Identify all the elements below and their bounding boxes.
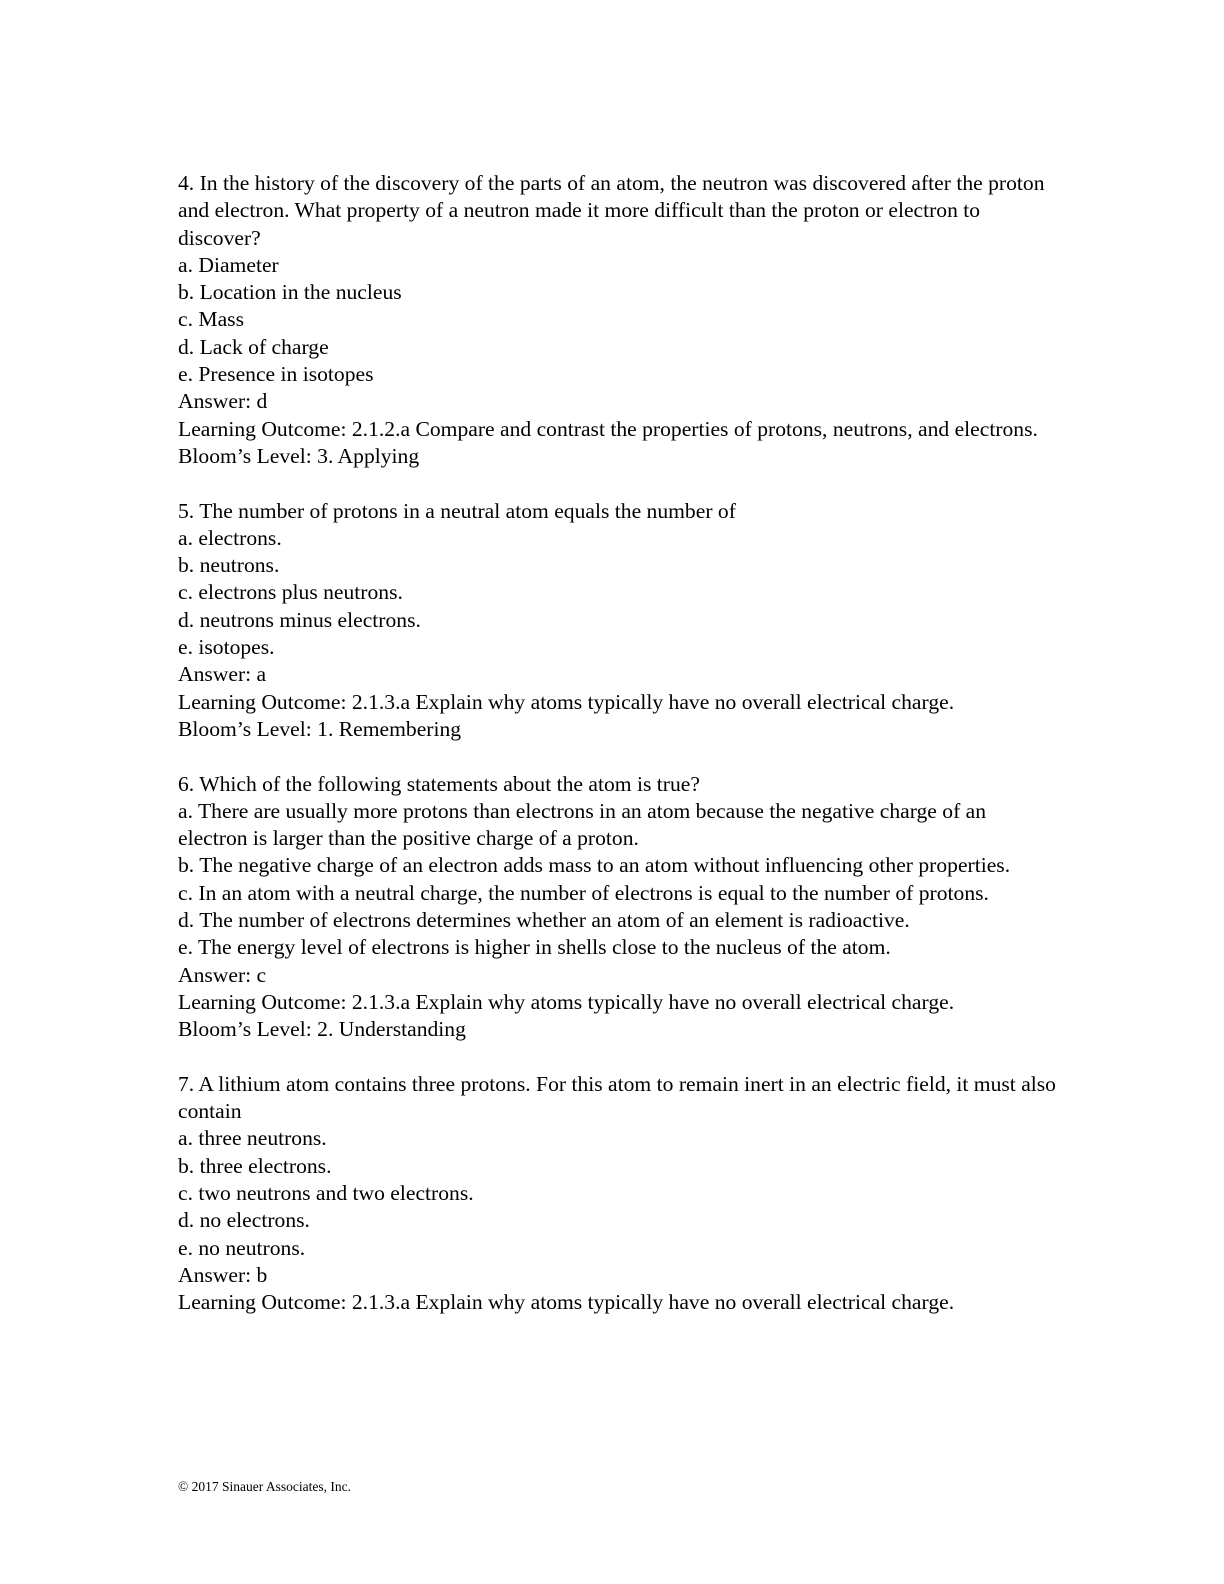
option-e: e. Presence in isotopes	[178, 362, 374, 387]
option-a: a. Diameter	[178, 252, 279, 277]
blooms-level: Bloom’s Level: 1. Remembering	[178, 716, 462, 741]
question-stem: 6. Which of the following statements about the atom is true?	[178, 771, 700, 796]
question-stem: 5. The number of protons in a neutral atom equals the number of	[178, 498, 736, 523]
option-a: a. There are usually more protons than electrons in an atom because the negative charge of an electron is larger than the positive charge of a proton.	[178, 798, 987, 851]
option-d: d. The number of electrons determines whether an atom of an element is radioactive.	[178, 908, 910, 933]
learning-outcome: Learning Outcome: 2.1.3.a Explain why atoms typically have no overall electrical charge.	[178, 689, 955, 714]
answer: Answer: c	[178, 962, 267, 987]
option-c: c. electrons plus neutrons.	[178, 580, 403, 605]
option-a: a. three neutrons.	[178, 1126, 327, 1151]
option-e: e. no neutrons.	[178, 1235, 306, 1260]
learning-outcome: Learning Outcome: 2.1.3.a Explain why atoms typically have no overall electrical charge.	[178, 1290, 955, 1315]
option-d: d. neutrons minus electrons.	[178, 607, 421, 632]
question-stem: 7. A lithium atom contains three protons. For this atom to remain inert in an electric field, it must also contain	[178, 1071, 1056, 1124]
question-6	[178, 771, 1058, 1044]
blooms-level: Bloom’s Level: 3. Applying	[178, 443, 420, 468]
option-d: d. no electrons.	[178, 1208, 310, 1233]
footer-copyright: © 2017 Sinauer Associates, Inc.	[178, 1479, 351, 1494]
option-a: a. electrons.	[178, 525, 282, 550]
question-5	[178, 498, 1058, 744]
option-b: b. The negative charge of an electron adds mass to an atom without influencing other properties.	[178, 853, 1011, 878]
question-7	[178, 1071, 1058, 1317]
option-b: b. three electrons.	[178, 1153, 332, 1178]
option-d: d. Lack of charge	[178, 334, 329, 359]
option-b: b. neutrons.	[178, 553, 280, 578]
answer: Answer: b	[178, 1262, 268, 1287]
option-c: c. two neutrons and two electrons.	[178, 1180, 474, 1205]
blooms-level: Bloom’s Level: 2. Understanding	[178, 1017, 466, 1042]
learning-outcome: Learning Outcome: 2.1.2.a Compare and contrast the properties of protons, neutrons, and electrons.	[178, 416, 1038, 441]
option-e: e. isotopes.	[178, 635, 275, 660]
answer: Answer: d	[178, 389, 268, 414]
learning-outcome: Learning Outcome: 2.1.3.a Explain why atoms typically have no overall electrical charge.	[178, 989, 955, 1014]
page-content	[178, 170, 1058, 1344]
option-e: e. The energy level of electrons is higher in shells close to the nucleus of the atom.	[178, 935, 891, 960]
answer: Answer: a	[178, 662, 267, 687]
option-c: c. In an atom with a neutral charge, the number of electrons is equal to the number of protons.	[178, 880, 989, 905]
option-c: c. Mass	[178, 307, 244, 332]
question-stem: 4. In the history of the discovery of the parts of an atom, the neutron was discovered after the proton and electron. What property of a neutron made it more difficult than the proton or electron to discover?	[178, 171, 1045, 250]
option-b: b. Location in the nucleus	[178, 280, 402, 305]
question-4	[178, 170, 1058, 470]
